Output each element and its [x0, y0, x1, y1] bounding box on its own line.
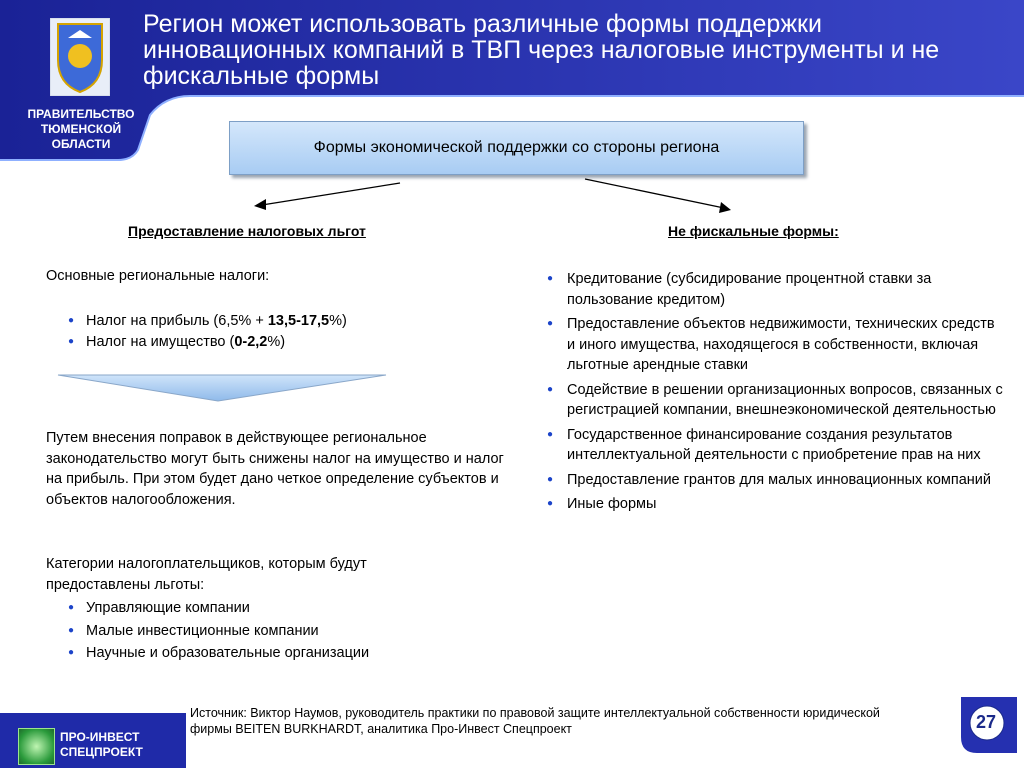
list-item: ● Государственное финансирование создания результатов интеллектуальной деятельности с приобретение прав на них: [545, 425, 1005, 466]
footer-brand-label: [60, 730, 143, 760]
government-label: [18, 107, 144, 152]
list-item: ● Предоставление объектов недвижимости, технических средств и иного имущества, находящегося в собственности, включая льготные арендные ставки: [545, 314, 1005, 376]
list-item: ● Налог на прибыль (6,5% + 13,5-17,5%): [64, 311, 464, 332]
right-arrow-head: [719, 202, 731, 213]
list-item: ● Предоставление грантов для малых инновационных компаний: [545, 470, 1005, 491]
list-item: ● Иные формы: [545, 494, 1005, 515]
regional-taxes-intro: Основные региональные налоги:: [46, 268, 270, 284]
list-item: ● Малые инвестиционные компании: [64, 620, 484, 643]
footer-brand-line-2: СПЕЦПРОЕКТ: [60, 745, 143, 759]
coat-of-arms-icon: [50, 18, 110, 96]
support-forms-box: [229, 121, 804, 175]
gov-line-2: ТЮМЕНСКОЙ: [40, 122, 122, 136]
gov-line-1: ПРАВИТЕЛЬСТВО: [27, 107, 135, 121]
pro-invest-logo-icon: [18, 728, 55, 765]
down-arrow-icon: [46, 373, 391, 405]
support-forms-label: Формы экономической поддержки со стороны региона: [313, 139, 720, 156]
non-fiscal-heading: Не фискальные формы:: [668, 223, 839, 239]
list-item: ● Содействие в решении организационных вопросов, связанных с регистрацией компании, внешнеэкономической деятельностью: [545, 380, 1005, 421]
list-item: ● Налог на имущество (0-2,2%): [64, 332, 464, 353]
tax-benefits-heading: Предоставление налоговых льгот: [128, 223, 366, 239]
list-item: ● Кредитование (субсидирование процентной ставки за пользование кредитом): [545, 269, 1005, 310]
page-title: Регион может использовать различные формы поддержки инновационных компаний в ТВП через налоговые инструменты и не фискальные формы: [143, 10, 940, 90]
list-item: ● Управляющие компании: [64, 597, 484, 620]
source-note: Источник: Виктор Наумов, руководитель практики по правовой защите интеллектуальной собственности юридической фирмы BEITEN BURKHARDT, аналитика Про-Инвест Спецпроект: [190, 706, 880, 736]
amendments-paragraph: Путем внесения поправок в действующее региональное законодательство могут быть снижены налог на имущество и налог на прибыль. При этом будет дано четкое определение субъектов и объектов налогообложения.: [46, 430, 504, 508]
categories-intro: Категории налогоплательщиков, которым будут предоставлены льготы:: [46, 556, 367, 593]
footer-brand-line-1: ПРО-ИНВЕСТ: [60, 730, 140, 744]
list-item: ● Научные и образовательные организации: [64, 642, 484, 665]
page-number: 27: [975, 712, 997, 732]
header-banner: [0, 0, 1024, 104]
gov-line-3: ОБЛАСТИ: [51, 137, 111, 151]
left-arrow-head: [254, 199, 266, 210]
non-fiscal-list: [545, 269, 1005, 519]
tax-list: [64, 311, 464, 352]
categories-list: [64, 597, 484, 665]
